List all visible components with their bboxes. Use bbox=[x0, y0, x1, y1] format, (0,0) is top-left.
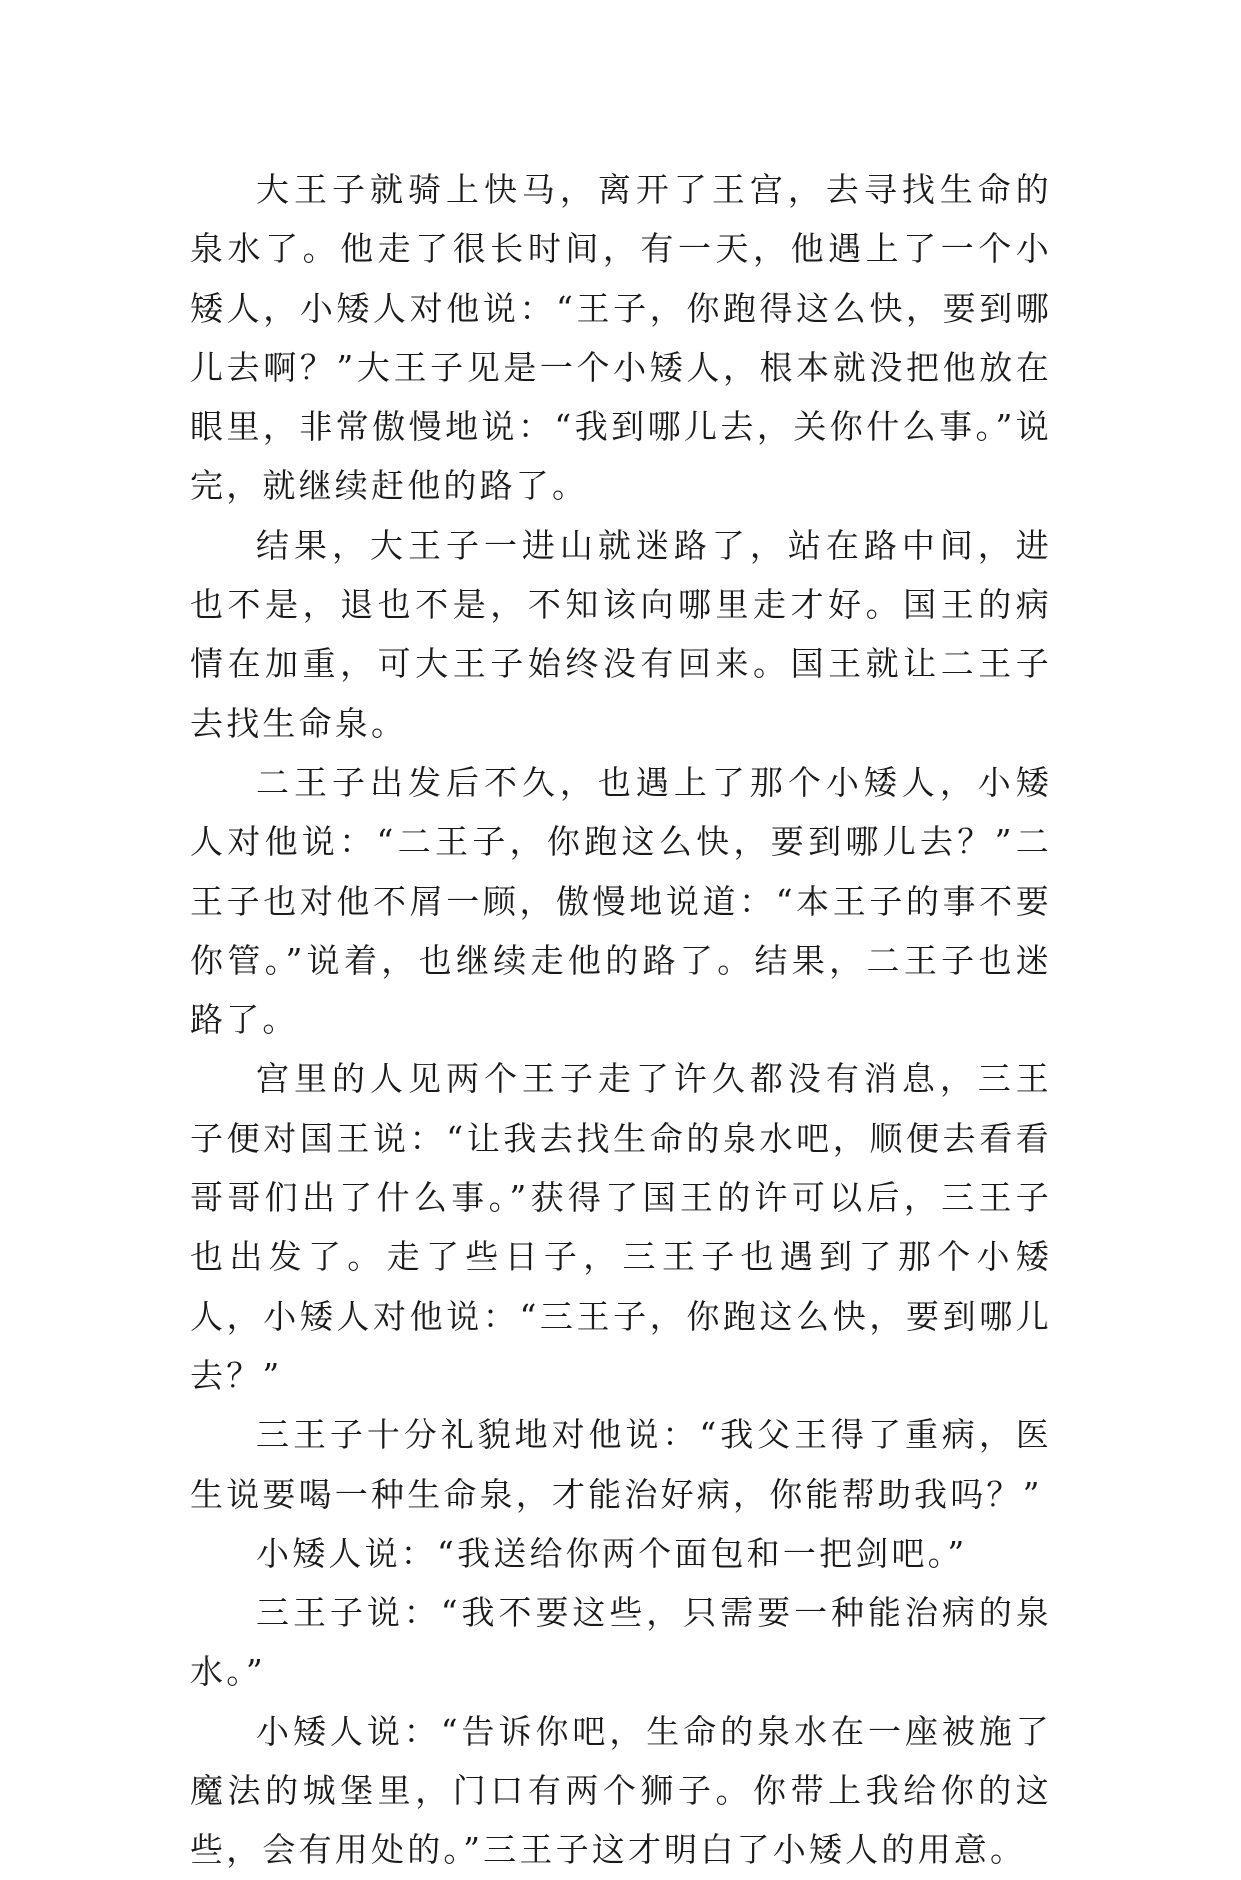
paragraph-4: 宫里的人见两个王子走了许久都没有消息，三王子便对国王说：“让我去找生命的泉水吧，顺便去看看哥哥们出了什么事。”获得了国王的许可以后，三王子也出发了。走了些日子，三王子也遇到了那个小矮人，小矮人对他说：“三王子，你跑这么快，要到哪儿去？” bbox=[190, 1059, 1052, 1395]
paragraph-3: 二王子出发后不久，也遇上了那个小矮人，小矮人对他说：“二王子，你跑这么快，要到哪儿去？”二王子也对他不屑一顾，傲慢地说道：“本王子的事不要你管。”说着，也继续走他的路了。结果，二王子也迷路了。 bbox=[190, 762, 1052, 1040]
paragraph-2: 结果，大王子一进山就迷路了，站在路中间，进也不是，退也不是，不知该向哪里走才好。国王的病情在加重，可大王子始终没有回来。国王就让二王子去找生命泉。 bbox=[190, 525, 1052, 743]
paragraph-8: 小矮人说：“告诉你吧，生命的泉水在一座被施了魔法的城堡里，门口有两个狮子。你带上我给你的这些，会有用处的。”三王子这才明白了小矮人的用意。 bbox=[190, 1711, 1052, 1870]
paragraph-7: 三王子说：“我不要这些，只需要一种能治病的泉水。” bbox=[190, 1593, 1052, 1692]
story-text bbox=[190, 160, 1052, 1880]
paragraph-6: 小矮人说：“我送给你两个面包和一把剑吧。” bbox=[256, 1533, 968, 1573]
paragraph-1: 大王子就骑上快马，离开了王宫，去寻找生命的泉水了。他走了很长时间，有一天，他遇上了一个小矮人，小矮人对他说：“王子，你跑得这么快，要到哪儿去啊？”大王子见是一个小矮人，根本就没把他放在眼里，非常傲慢地说：“我到哪儿去，关你什么事。”说完，就继续赶他的路了。 bbox=[190, 170, 1052, 506]
paragraph-5: 三王子十分礼貌地对他说：“我父王得了重病，医生说要喝一种生命泉，才能治好病，你能帮助我吗？” bbox=[190, 1415, 1052, 1514]
